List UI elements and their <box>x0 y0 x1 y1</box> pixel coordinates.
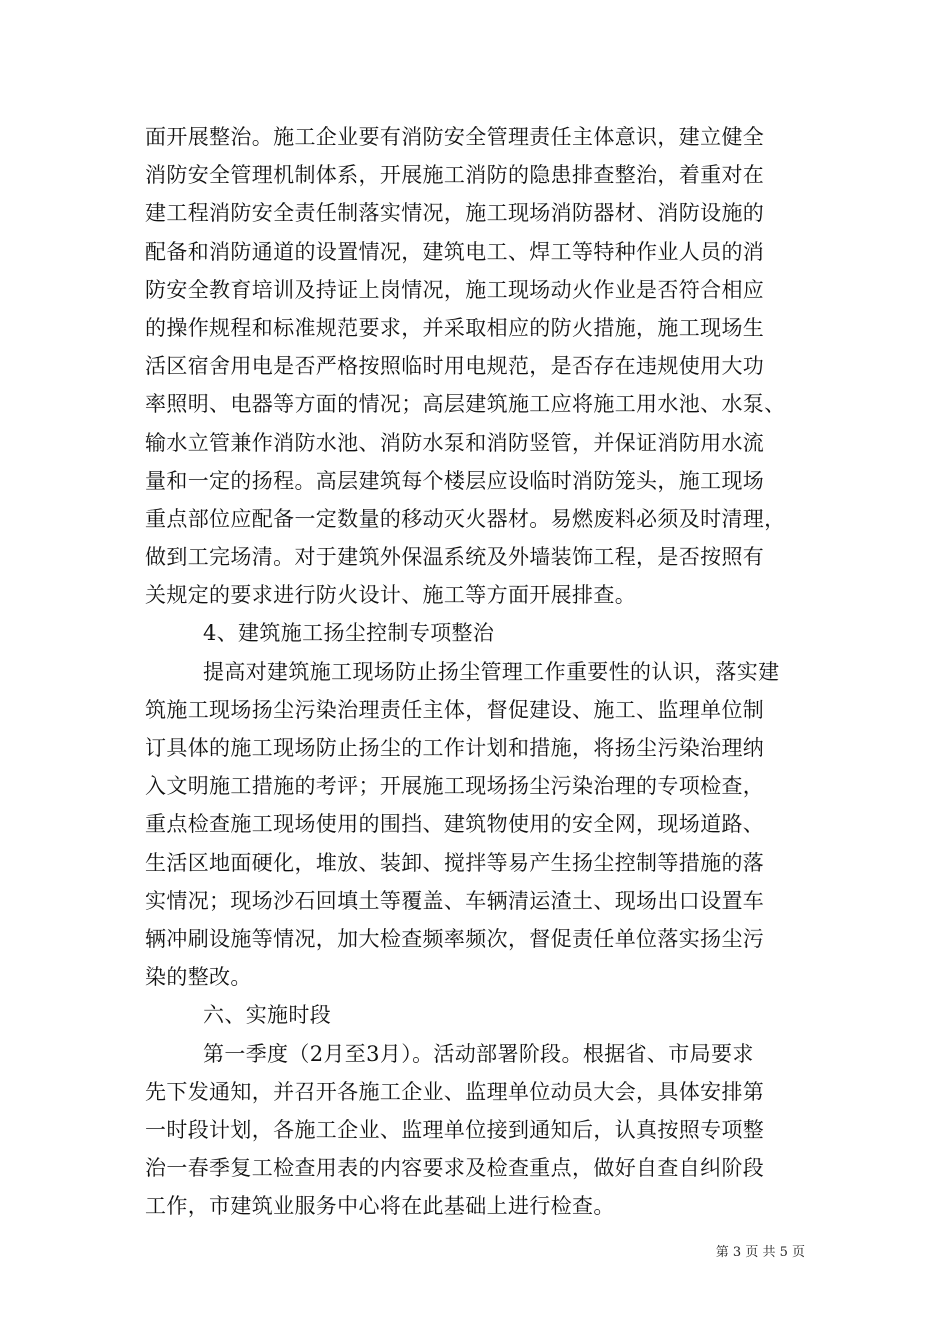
text-line: 建工程消防安全责任制落实情况，施工现场消防器材、消防设施的 <box>145 201 765 226</box>
text-line: 面开展整治。施工企业要有消防安全管理责任主体意识，建立健全 <box>145 125 765 149</box>
text-line: 工作，市建筑业服务中心将在此基础上进行检查。 <box>145 1194 615 1219</box>
text-line: 一时段计划，各施工企业、监理单位接到通知后，认真按照专项整 <box>145 1117 765 1142</box>
section-heading: 六、实施时段 <box>203 1003 332 1028</box>
text-line: 重点检查施工现场使用的围挡、建筑物使用的安全网，现场道路、 <box>145 812 765 837</box>
text-line: 做到工完场清。对于建筑外保温系统及外墙装饰工程，是否按照有 <box>145 545 765 570</box>
text-line: 染的整改。 <box>145 965 252 990</box>
text-line: 率照明、电器等方面的情况；高层建筑施工应将施工用水池、水泵、 <box>145 392 786 417</box>
text-line: 辆冲刷设施等情况，加大检查频率频次，督促责任单位落实扬尘污 <box>145 926 765 951</box>
text-line: 消防安全管理机制体系，开展施工消防的隐患排查整治，着重对在 <box>145 163 765 188</box>
text-line: 订具体的施工现场防止扬尘的工作计划和措施，将扬尘污染治理纳 <box>145 736 765 760</box>
paragraph-start-line: 提高对建筑施工现场防止扬尘管理工作重要性的认识，落实建 <box>203 659 780 684</box>
text-line: 实情况；现场沙石回填土等覆盖、车辆清运渣土、现场出口设置车 <box>145 888 765 913</box>
text-line: 活区宿舍用电是否严格按照临时用电规范，是否存在违规使用大功 <box>145 354 765 379</box>
text-line: 防安全教育培训及持证上岗情况，施工现场动火作业是否符合相应 <box>145 277 765 302</box>
text-line: 配备和消防通道的设置情况，建筑电工、焊工等特种作业人员的消 <box>145 239 765 264</box>
text-line: 输水立管兼作消防水池、消防水泵和消防竖管，并保证消防用水流 <box>145 430 765 455</box>
page-number-footer: 第 3 页 共 5 页 <box>715 1245 805 1260</box>
text-line: 重点部位应配备一定数量的移动灭火器材。易燃废料必须及时清理， <box>145 506 786 531</box>
section-heading: 4、建筑施工扬尘控制专项整治 <box>203 621 495 646</box>
text-line: 量和一定的扬程。高层建筑每个楼层应设临时消防笼头，施工现场 <box>145 468 765 493</box>
text-line: 筑施工现场扬尘污染治理责任主体，督促建设、施工、监理单位制 <box>145 697 765 722</box>
text-line: 生活区地面硬化，堆放、装卸、搅拌等易产生扬尘控制等措施的落 <box>145 850 765 875</box>
paragraph-start-line: 第一季度（2月至3月）。活动部署阶段。根据省、市局要求 <box>203 1041 754 1066</box>
body-text <box>145 118 825 1225</box>
text-line: 先下发通知，并召开各施工企业、监理单位动员大会，具体安排第 <box>145 1079 765 1104</box>
text-line: 治一春季复工检查用表的内容要求及检查重点，做好自查自纠阶段 <box>145 1156 765 1181</box>
text-line: 关规定的要求进行防火设计、施工等方面开展排查。 <box>145 583 637 608</box>
text-line: 的操作规程和标准规范要求，并采取相应的防火措施，施工现场生 <box>145 315 765 340</box>
text-line: 入文明施工措施的考评；开展施工现场扬尘污染治理的专项检查， <box>145 774 765 799</box>
